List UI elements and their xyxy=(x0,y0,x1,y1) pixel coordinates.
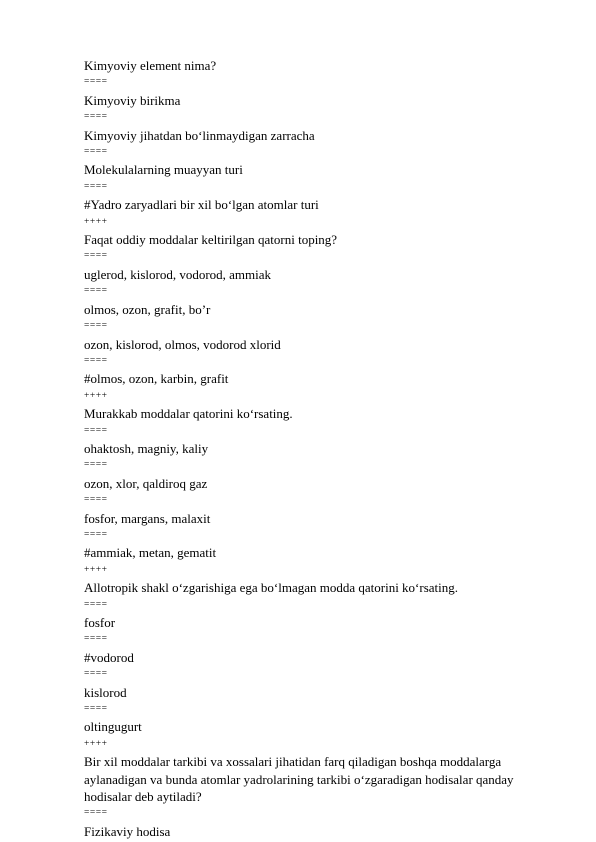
text-line: Molekulalarning muayyan turi xyxy=(84,162,243,178)
answer-separator-equals: ==== xyxy=(84,495,108,506)
answer-separator-equals: ==== xyxy=(84,669,108,680)
text-line: olmos, ozon, grafit, bo’r xyxy=(84,301,211,317)
text-line: Allotropik shakl o‘zgarishiga ega bo‘lmagan modda qatorini ko‘rsating. xyxy=(84,580,459,596)
answer-separator-equals: ==== xyxy=(84,321,108,332)
text-line: Kimyoviy element nima? xyxy=(84,58,217,73)
text-line: fosfor xyxy=(84,615,116,630)
text-line: ozon, kislorod, olmos, vodorod xlorid xyxy=(84,336,281,352)
answer-separator-equals: ==== xyxy=(84,460,108,471)
text-line: kislorod xyxy=(84,684,127,700)
text-line: Kimyoviy jihatdan bo‘linmaydigan zarracha xyxy=(84,127,315,143)
answer-separator-equals: ==== xyxy=(84,529,108,540)
text-line: Kimyoviy birikma xyxy=(84,92,181,108)
answer-separator-equals: ==== xyxy=(84,704,108,715)
answer-separator-equals: ==== xyxy=(84,77,108,88)
question-paragraph: Bir xil moddalar tarkibi va xossalari jihatidan farq qiladigan boshqa moddalarga aylanadigan va bunda atomlar yadrolarining tarkibi o‘zgaradigan hodisalar qanday hodisalar deb aytiladi? xyxy=(84,754,514,805)
answer-separator-equals: ==== xyxy=(84,112,108,123)
correct-answer-line: #olmos, ozon, karbin, grafit xyxy=(84,371,229,387)
answer-separator-plus: ++++ xyxy=(84,564,108,575)
answer-separator-equals: ==== xyxy=(84,808,108,819)
answer-separator-equals: ==== xyxy=(84,147,108,158)
answer-separator-equals: ==== xyxy=(84,599,108,610)
answer-separator-equals: ==== xyxy=(84,634,108,645)
text-line: ohaktosh, magniy, kaliy xyxy=(84,440,209,456)
answer-separator-plus: ++++ xyxy=(84,216,108,227)
answer-separator-equals: ==== xyxy=(84,286,108,297)
text-line: fosfor, margans, malaxit xyxy=(84,510,211,526)
answer-separator-equals: ==== xyxy=(84,181,108,192)
text-line: oltingugurt xyxy=(84,719,142,735)
text-line: Faqat oddiy moddalar keltirilgan qatorni toping? xyxy=(84,232,338,248)
question-list xyxy=(84,57,554,840)
text-line: Fizikaviy hodisa xyxy=(84,823,171,839)
answer-separator-equals: ==== xyxy=(84,251,108,262)
answer-separator-plus: ++++ xyxy=(84,390,108,401)
text-line: Murakkab moddalar qatorini ko‘rsating. xyxy=(84,406,293,422)
correct-answer-line: #vodorod xyxy=(84,649,134,665)
correct-answer-line: #Yadro zaryadlari bir xil bo‘lgan atomlar turi xyxy=(84,197,319,213)
correct-answer-line: #ammiak, metan, gematit xyxy=(84,545,217,561)
text-line: uglerod, kislorod, vodorod, ammiak xyxy=(84,266,272,282)
answer-separator-plus: ++++ xyxy=(84,738,108,749)
answer-separator-equals: ==== xyxy=(84,425,108,436)
answer-separator-equals: ==== xyxy=(84,355,108,366)
text-line: ozon, xlor, qaldiroq gaz xyxy=(84,475,208,491)
